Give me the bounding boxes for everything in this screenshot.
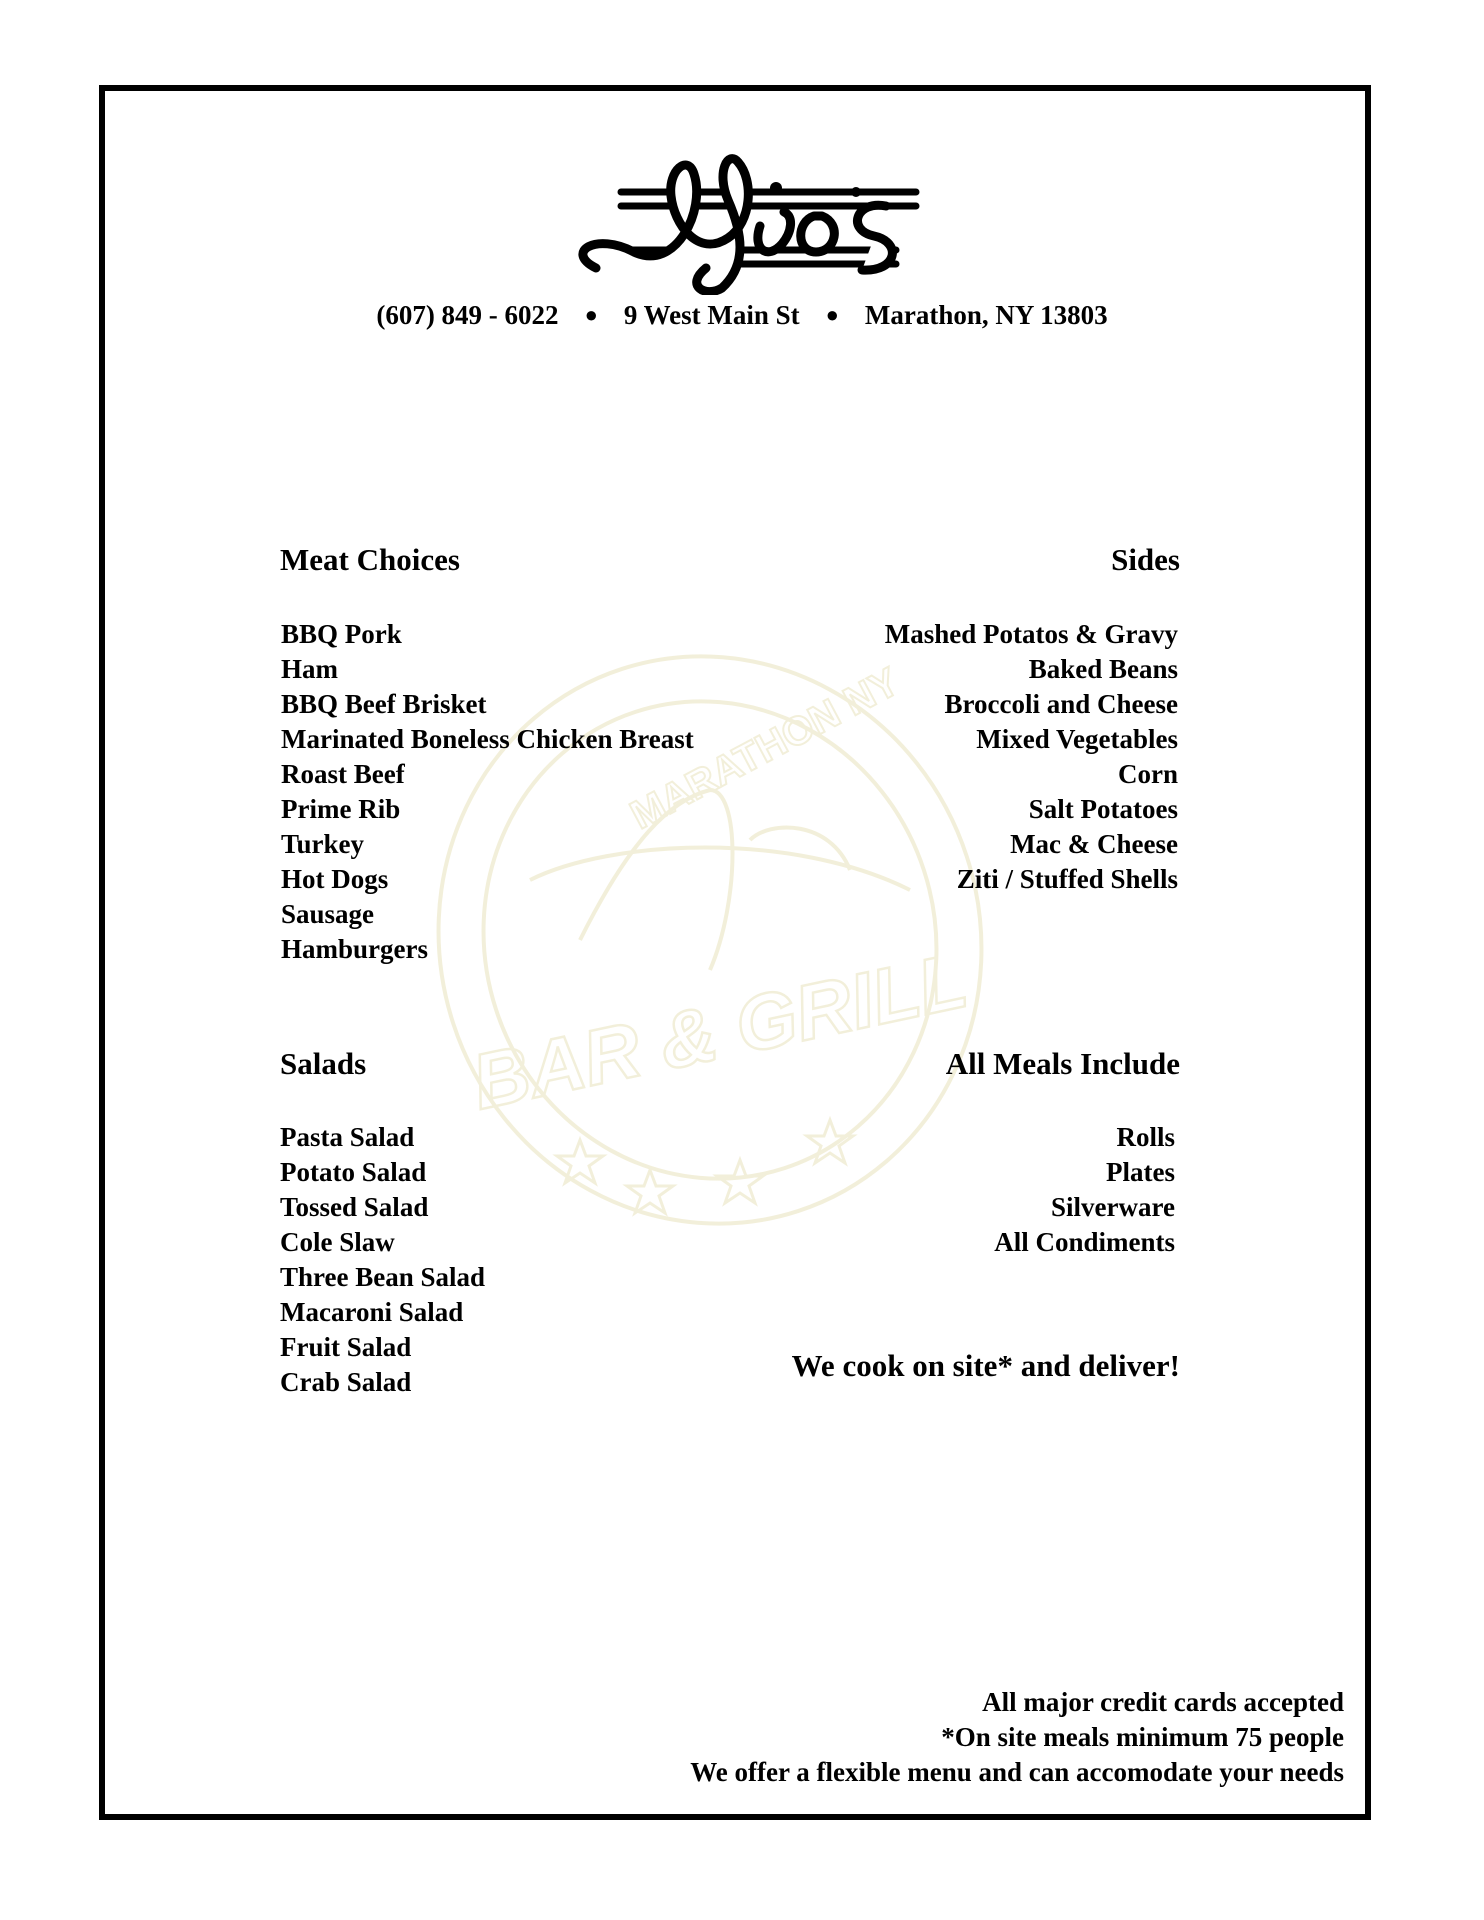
list-item: Roast Beef xyxy=(281,759,405,789)
list-item: Broccoli and Cheese xyxy=(944,689,1178,719)
salads-heading: Salads xyxy=(280,1046,367,1081)
list-item: BBQ Beef Brisket xyxy=(281,689,487,719)
all-meals-include-list xyxy=(994,1120,1175,1260)
separator-dot: ● xyxy=(825,302,839,327)
list-item: Ziti / Stuffed Shells xyxy=(956,864,1178,894)
list-item: Tossed Salad xyxy=(280,1192,429,1222)
nijos-logo xyxy=(556,140,926,295)
list-item: Pasta Salad xyxy=(280,1122,415,1152)
list-item: Plates xyxy=(1106,1157,1175,1187)
sides-heading: Sides xyxy=(1111,542,1180,577)
list-item: Cole Slaw xyxy=(280,1227,395,1257)
all-meals-include-heading: All Meals Include xyxy=(945,1046,1180,1081)
list-item: Mashed Potatos & Gravy xyxy=(884,619,1178,649)
list-item: Hamburgers xyxy=(281,934,428,964)
footer-minimum: *On site meals minimum 75 people xyxy=(941,1722,1344,1752)
salads-list xyxy=(280,1120,485,1400)
list-item: BBQ Pork xyxy=(281,619,402,649)
watermark-bar-grill-text: BAR & GRILL xyxy=(464,935,975,1127)
list-item: Mac & Cheese xyxy=(1010,829,1178,859)
list-item: Crab Salad xyxy=(280,1367,412,1397)
list-item: Hot Dogs xyxy=(281,864,389,894)
list-item: Three Bean Salad xyxy=(280,1262,486,1292)
list-item: Marinated Boneless Chicken Breast xyxy=(281,724,694,754)
street-address: 9 West Main St xyxy=(623,300,800,330)
separator-dot: ● xyxy=(584,302,598,327)
list-item: Silverware xyxy=(1051,1192,1175,1222)
list-item: Potato Salad xyxy=(280,1157,427,1187)
list-item: Rolls xyxy=(1116,1122,1175,1152)
meat-choices-heading: Meat Choices xyxy=(280,542,460,577)
tagline: We cook on site* and deliver! xyxy=(791,1348,1180,1383)
list-item: Macaroni Salad xyxy=(280,1297,464,1327)
contact-line xyxy=(0,300,1484,331)
list-item: Prime Rib xyxy=(281,794,401,824)
footer-credit-cards: All major credit cards accepted xyxy=(982,1687,1344,1717)
footer-flexible-menu: We offer a flexible menu and can accomodate your needs xyxy=(690,1757,1344,1787)
list-item: Salt Potatoes xyxy=(1028,794,1178,824)
footer-notes xyxy=(690,1685,1344,1790)
list-item: Turkey xyxy=(281,829,365,859)
list-item: Mixed Vegetables xyxy=(976,724,1178,754)
list-item: Sausage xyxy=(281,899,375,929)
list-item: All Condiments xyxy=(994,1227,1175,1257)
sides-list xyxy=(885,617,1178,897)
watermark-marathon-text: MARATHON NY xyxy=(623,659,907,838)
city-state-zip: Marathon, NY 13803 xyxy=(864,300,1108,330)
list-item: Corn xyxy=(1118,759,1178,789)
meat-choices-list xyxy=(281,617,694,967)
list-item: Fruit Salad xyxy=(280,1332,412,1362)
list-item: Ham xyxy=(281,654,338,684)
list-item: Baked Beans xyxy=(1028,654,1178,684)
phone-number: (607) 849 - 6022 xyxy=(376,300,559,330)
